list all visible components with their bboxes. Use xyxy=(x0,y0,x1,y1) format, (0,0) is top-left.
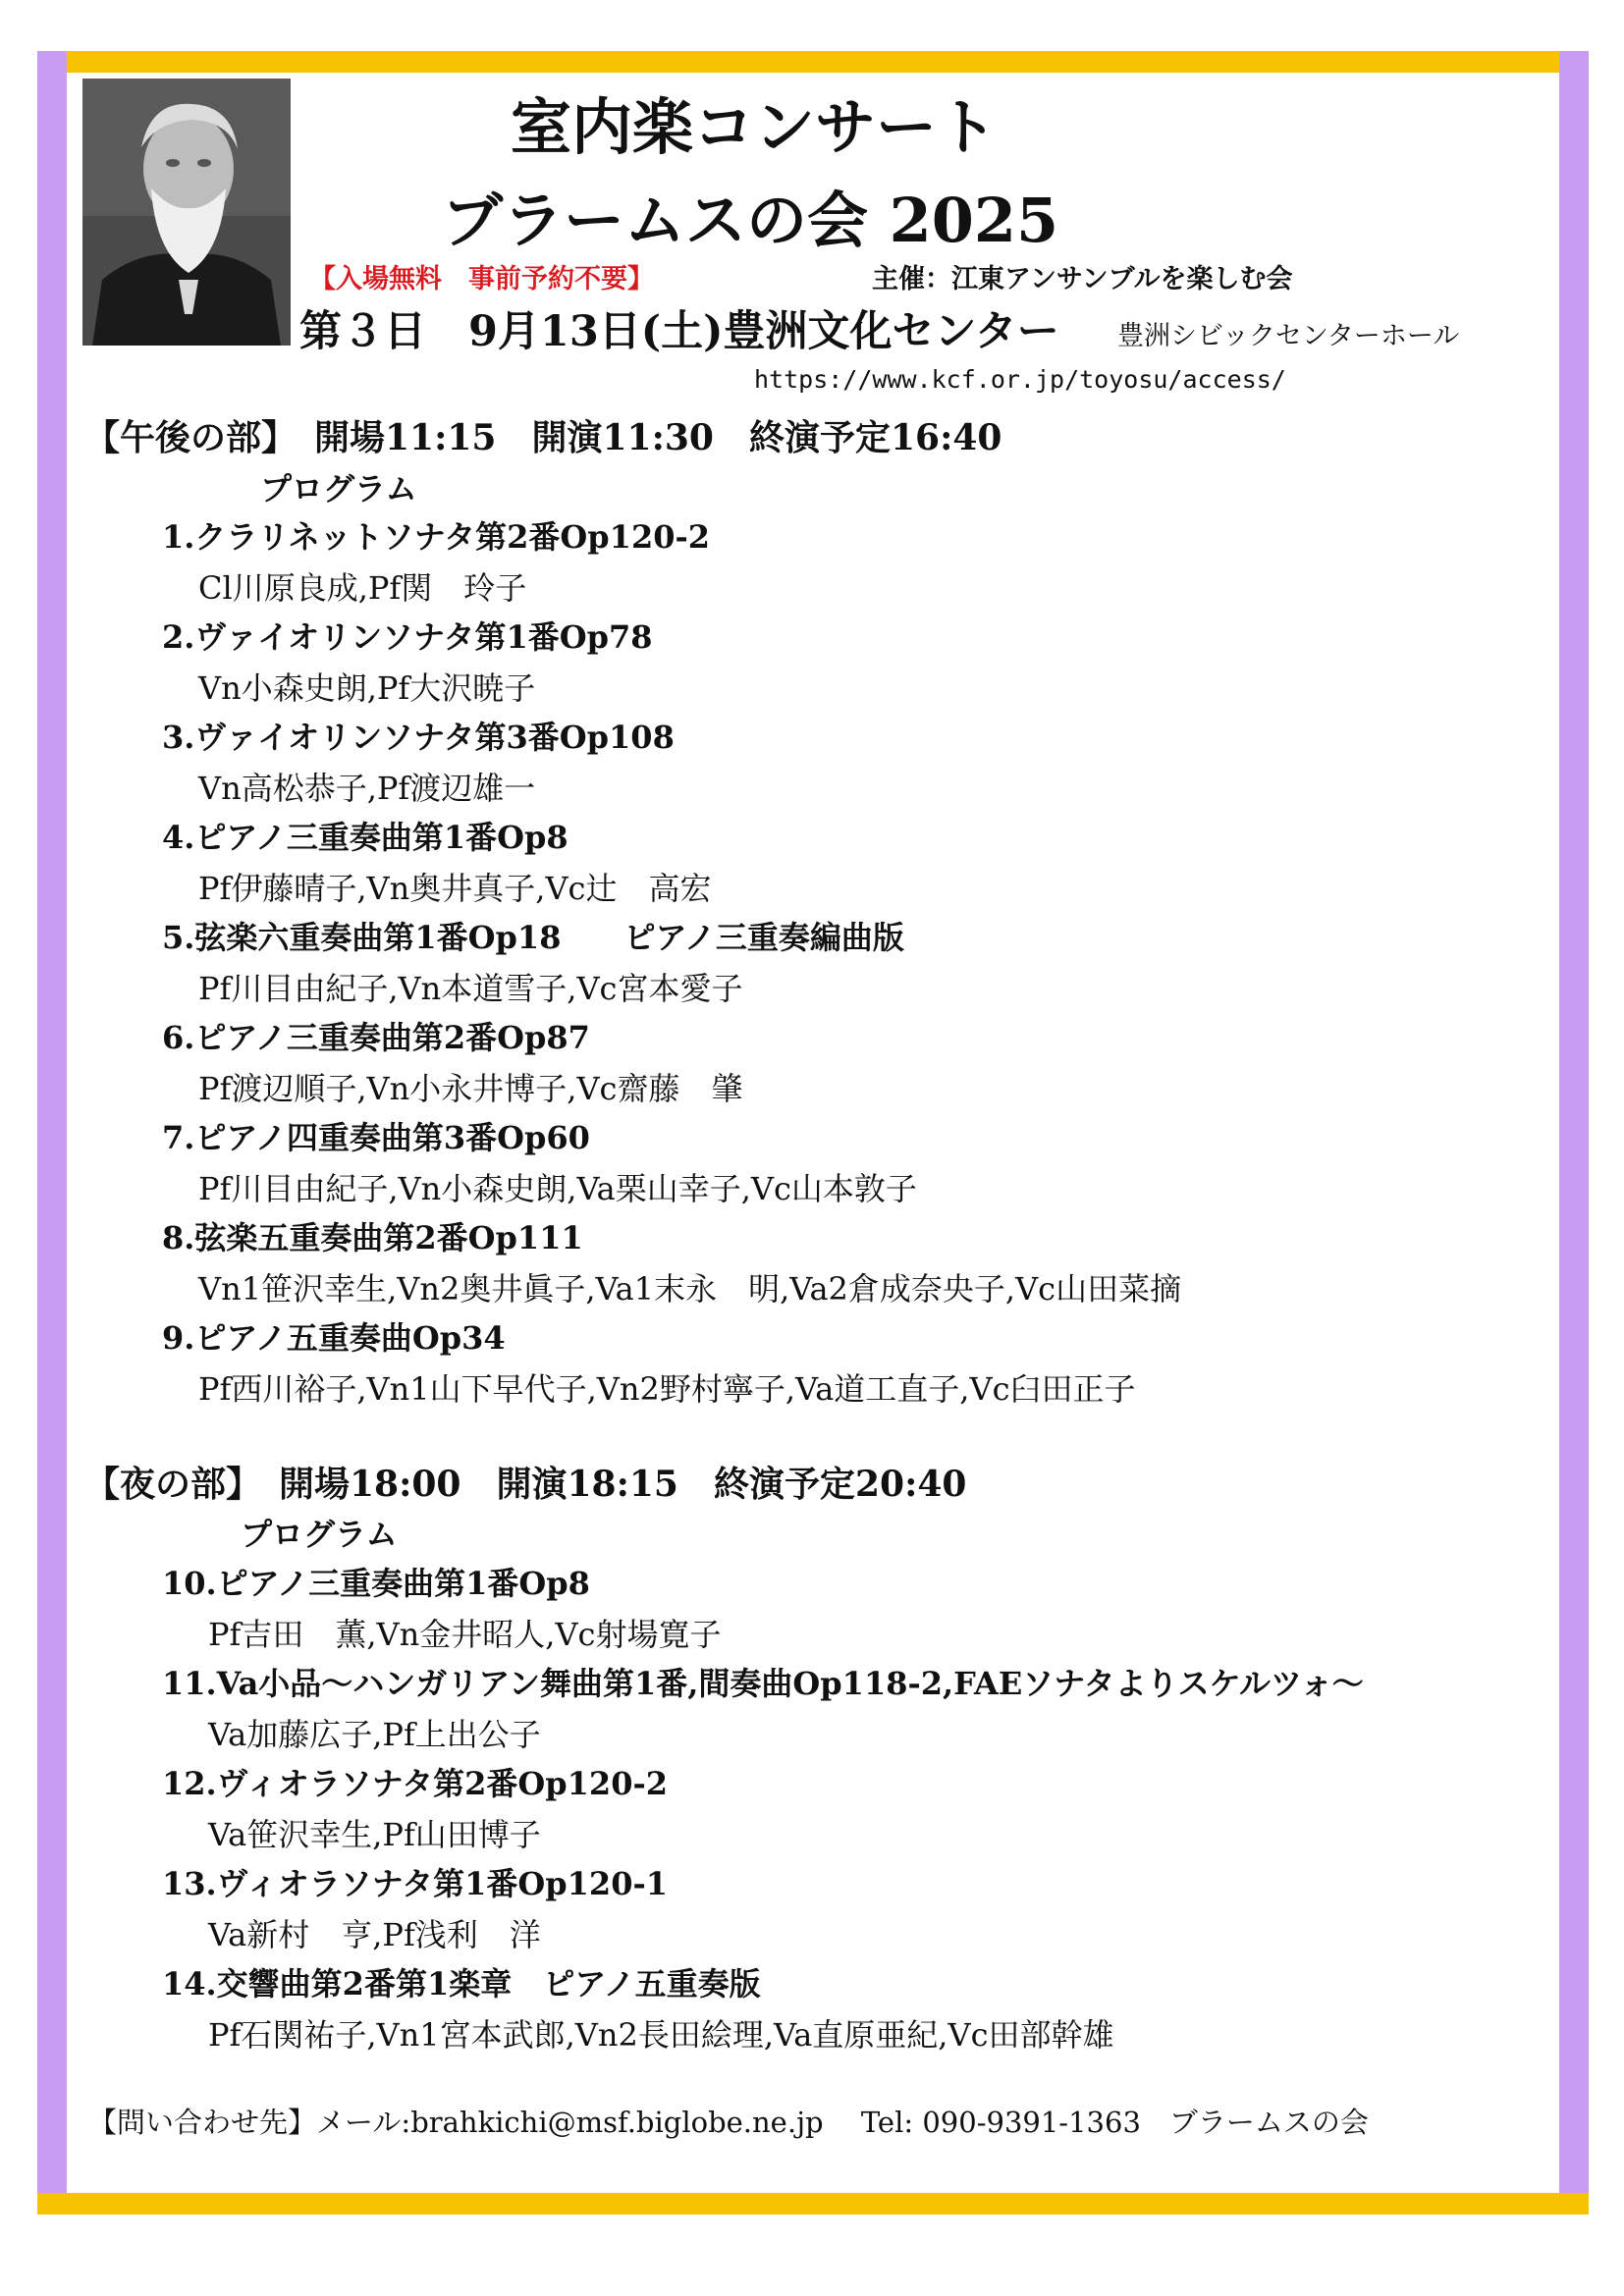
frame-right-bar xyxy=(1559,51,1589,2215)
program-item-title: 3.ヴァイオリンソナタ第3番Op108 xyxy=(162,719,675,756)
date-venue: 第３日 9月13日(土)豊洲文化センター xyxy=(299,307,1059,356)
program-item-title: 4.ピアノ三重奏曲第1番Op8 xyxy=(162,819,568,856)
program-item-performers: Pf伊藤晴子,Vn奥井真子,Vc辻 高宏 xyxy=(198,870,712,907)
program-item-title: 6.ピアノ三重奏曲第2番Op87 xyxy=(162,1019,590,1056)
program-item-title: 8.弦楽五重奏曲第2番Op111 xyxy=(162,1219,583,1256)
contact-info: 【問い合わせ先】メール:brahkichi@msf.biglobe.ne.jp Tel: 090-9391-1363 ブラームスの会 xyxy=(88,2106,1369,2139)
afternoon-heading: 【午後の部】 開場11:15 開演11:30 終演予定16:40 xyxy=(84,417,1002,458)
admission-notice: 【入場無料 事前予約不要】 xyxy=(309,264,654,294)
concert-title: 室内楽コンサート xyxy=(511,91,999,163)
program-item-performers: Vn高松恭子,Pf渡辺雄一 xyxy=(198,770,536,807)
program-item-title: 9.ピアノ五重奏曲Op34 xyxy=(162,1319,506,1357)
program-item-performers: Pf吉田 薫,Vn金井昭人,Vc射場寛子 xyxy=(208,1616,722,1653)
program-item-title: 12.ヴィオラソナタ第2番Op120-2 xyxy=(162,1765,669,1802)
program-item-performers: Va笹沢幸生,Pf山田博子 xyxy=(208,1816,541,1853)
program-item-performers: Pf石関祐子,Vn1宮本武郎,Vn2長田絵理,Va直原亜紀,Vc田部幹雄 xyxy=(208,2016,1114,2054)
program-item-title: 13.ヴィオラソナタ第1番Op120-1 xyxy=(162,1865,669,1902)
program-item-title: 7.ピアノ四重奏曲第3番Op60 xyxy=(162,1119,590,1156)
program-item-performers: Pf西川裕子,Vn1山下早代子,Vn2野村寧子,Va道工直子,Vc臼田正子 xyxy=(198,1370,1136,1408)
concert-subtitle: ブラームスの会 2025 xyxy=(442,185,1059,256)
program-item-title: 11.Va小品～ハンガリアン舞曲第1番,間奏曲Op118-2,FAEソナタよりスケルツォ～ xyxy=(162,1665,1364,1702)
program-item-performers: Vn1笹沢幸生,Vn2奥井眞子,Va1末永 明,Va2倉成奈央子,Vc山田菜摘 xyxy=(198,1270,1182,1308)
program-item-performers: Pf川目由紀子,Vn小森史朗,Va栗山幸子,Vc山本敦子 xyxy=(198,1170,917,1207)
program-item-performers: Pf渡辺順子,Vn小永井博子,Vc齋藤 肇 xyxy=(198,1070,743,1107)
program-item-title: 14.交響曲第2番第1楽章 ピアノ五重奏版 xyxy=(162,1965,761,2002)
program-item-performers: Pf川目由紀子,Vn本道雪子,Vc宮本愛子 xyxy=(198,970,743,1007)
frame-left-bar xyxy=(37,51,67,2215)
hall-name: 豊洲シビックセンターホール xyxy=(1117,321,1460,351)
program-item-title: 5.弦楽六重奏曲第1番Op18 ピアノ三重奏編曲版 xyxy=(162,919,904,956)
program-item-performers: Vn小森史朗,Pf大沢暁子 xyxy=(198,669,536,707)
program-item-performers: Cl川原良成,Pf関 玲子 xyxy=(198,569,527,607)
frame-top-bar xyxy=(37,51,1589,73)
afternoon-program-label: プログラム xyxy=(260,470,417,507)
host-organizer: 主催：江東アンサンブルを楽しむ会 xyxy=(872,264,1293,294)
program-item-title: 1.クラリネットソナタ第2番Op120-2 xyxy=(162,518,711,556)
evening-program-label: プログラム xyxy=(241,1516,398,1553)
composer-portrait xyxy=(82,79,291,346)
program-item-title: 10.ピアノ三重奏曲第1番Op8 xyxy=(162,1565,590,1602)
program-item-performers: Va加藤広子,Pf上出公子 xyxy=(208,1716,541,1753)
access-url[interactable]: https://www.kcf.or.jp/toyosu/access/ xyxy=(754,365,1286,394)
frame-bottom-bar xyxy=(37,2193,1589,2215)
program-item-performers: Va新村 亨,Pf浅利 洋 xyxy=(208,1916,541,1953)
program-item-title: 2.ヴァイオリンソナタ第1番Op78 xyxy=(162,618,653,656)
evening-heading: 【夜の部】 開場18:00 開演18:15 終演予定20:40 xyxy=(84,1464,967,1505)
